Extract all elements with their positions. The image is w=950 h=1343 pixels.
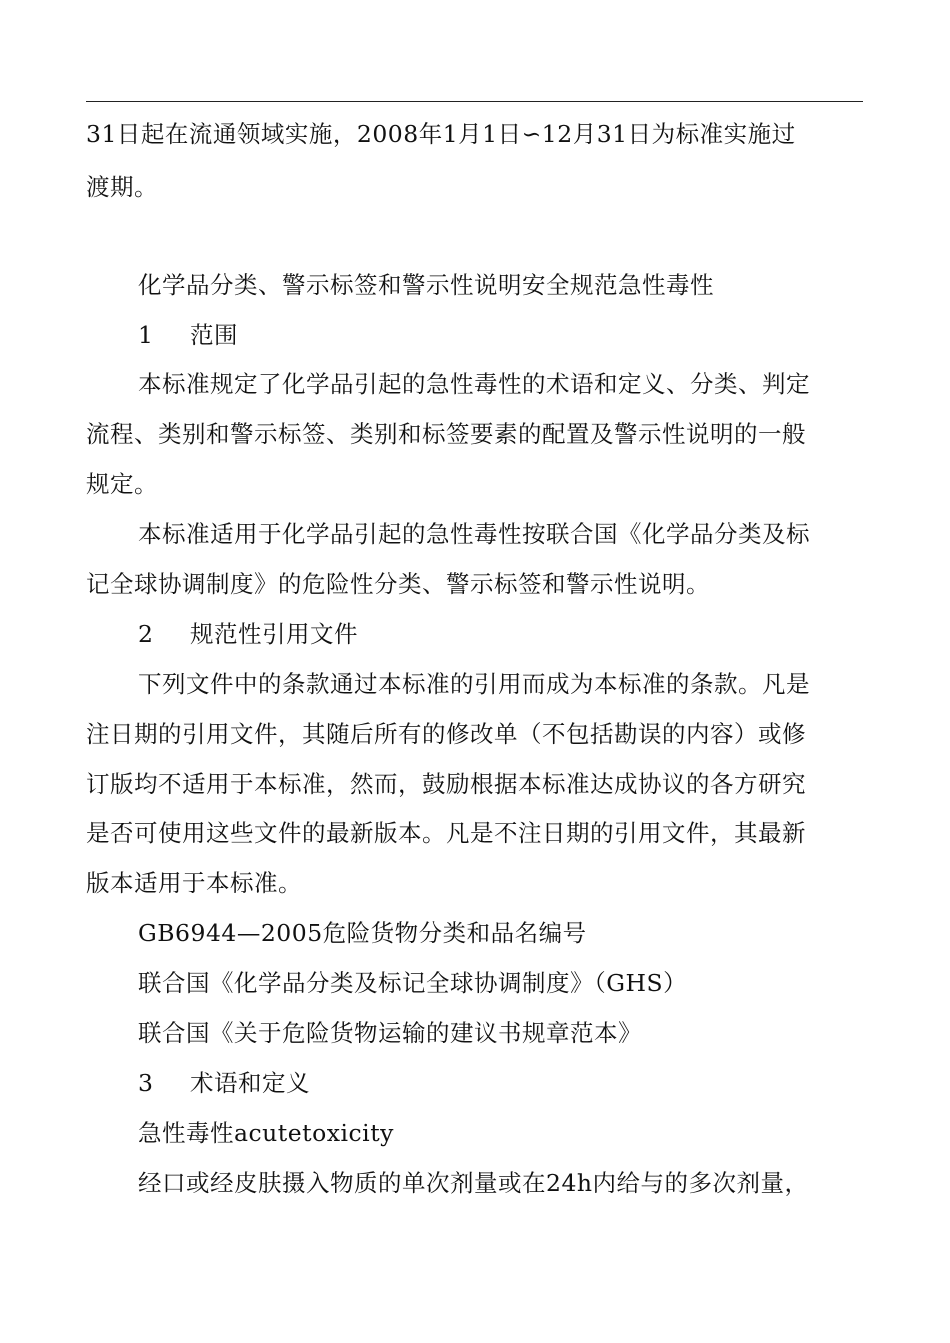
paragraph-line: 版本适用于本标准。 xyxy=(86,869,302,897)
section-number: 3 xyxy=(138,1069,154,1097)
section-title: 规范性引用文件 xyxy=(190,620,358,648)
paragraph-line: 经口或经皮肤摄入物质的单次剂量或在24h内给与的多次剂量， xyxy=(138,1169,809,1197)
paragraph-line: 注日期的引用文件，其随后所有的修改单（不包括勘误的内容）或修 xyxy=(86,720,806,748)
section-title: 范围 xyxy=(190,321,238,349)
paragraph-line: 是否可使用这些文件的最新版本。凡是不注日期的引用文件，其最新 xyxy=(86,819,806,847)
section-title: 术语和定义 xyxy=(190,1069,310,1097)
paragraph-line: 31日起在流通领域实施，2008年1月1日∽12月31日为标准实施过 xyxy=(86,120,796,148)
reference-item: GB6944—2005危险货物分类和品名编号 xyxy=(138,919,587,947)
term-entry: 急性毒性acutetoxicity xyxy=(138,1119,394,1147)
section-heading-3 xyxy=(138,1068,918,1098)
paragraph-line: 本标准适用于化学品引起的急性毒性按联合国《化学品分类及标 xyxy=(138,520,810,548)
reference-item: 联合国《化学品分类及标记全球协调制度》（GHS） xyxy=(138,969,688,997)
section-heading-2 xyxy=(138,619,918,649)
header-rule xyxy=(86,101,863,102)
section-number: 1 xyxy=(138,321,154,349)
reference-item: 联合国《关于危险货物运输的建议书规章范本》 xyxy=(138,1019,642,1047)
section-number: 2 xyxy=(138,620,154,648)
paragraph-line: 下列文件中的条款通过本标准的引用而成为本标准的条款。凡是 xyxy=(138,670,810,698)
document-title: 化学品分类、警示标签和警示性说明安全规范急性毒性 xyxy=(138,271,714,299)
section-heading-1 xyxy=(138,320,918,350)
paragraph-line: 记全球协调制度》的危险性分类、警示标签和警示性说明。 xyxy=(86,570,710,598)
paragraph-line: 规定。 xyxy=(86,470,158,498)
paragraph-line: 流程、类别和警示标签、类别和标签要素的配置及警示性说明的一般 xyxy=(86,420,806,448)
paragraph-line: 本标准规定了化学品引起的急性毒性的术语和定义、分类、判定 xyxy=(138,370,810,398)
paragraph-line: 订版均不适用于本标准，然而，鼓励根据本标准达成协议的各方研究 xyxy=(86,770,806,798)
paragraph-line: 渡期。 xyxy=(86,173,158,201)
